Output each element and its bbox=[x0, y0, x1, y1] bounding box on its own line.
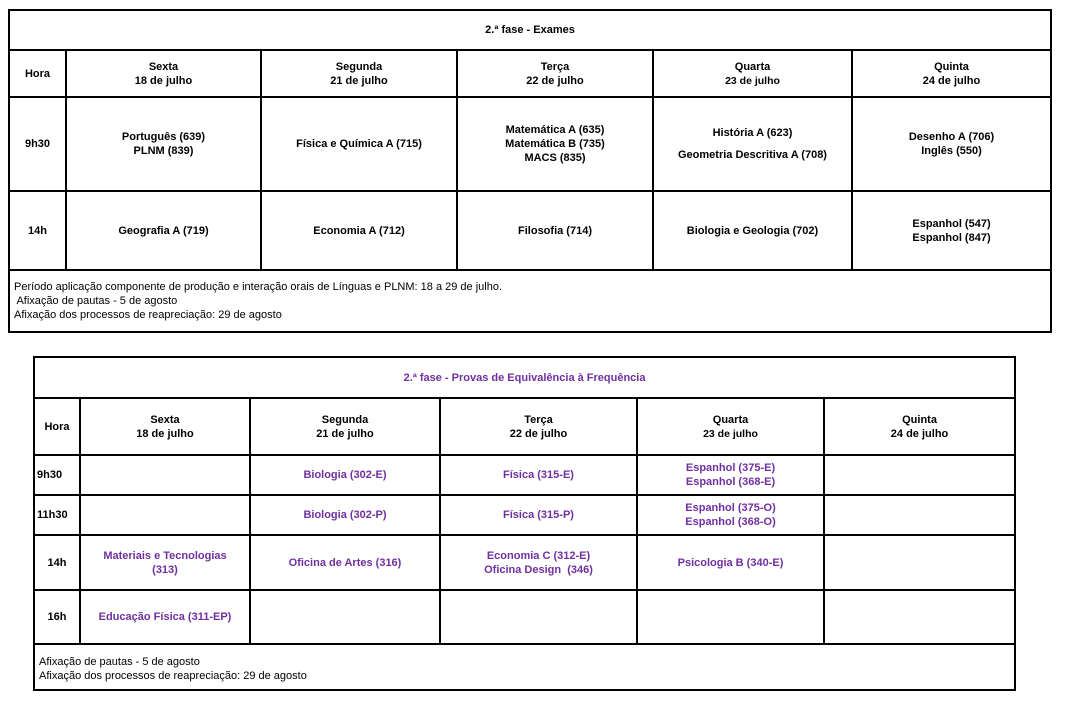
day-header-segunda bbox=[261, 50, 457, 97]
exams-header-row bbox=[9, 50, 1051, 97]
exam-entry: Oficina de Artes (316) bbox=[288, 556, 402, 569]
time-cell: 9h30 bbox=[9, 97, 66, 191]
exam-cell bbox=[66, 191, 261, 270]
time-cell: 16h bbox=[34, 590, 80, 644]
day-name: Sexta bbox=[148, 60, 179, 73]
exam-cell bbox=[80, 455, 250, 495]
exam-cell bbox=[80, 535, 250, 590]
equivalence-table bbox=[33, 356, 1016, 691]
exam-entry: Biologia (302-P) bbox=[303, 509, 387, 521]
day-name: Quarta bbox=[712, 413, 749, 426]
time-cell: 11h30 bbox=[34, 495, 80, 535]
day-header-terca bbox=[457, 50, 653, 97]
equivalence-notes bbox=[34, 644, 1015, 690]
day-name: Sexta bbox=[150, 413, 180, 426]
table-row bbox=[34, 455, 1015, 495]
exam-entry: Economia C (312-E) bbox=[486, 549, 591, 562]
exam-entry: Materiais e Tecnologias bbox=[103, 549, 227, 562]
table-row bbox=[9, 191, 1051, 270]
exam-entry: Espanhol (375-E) bbox=[685, 462, 776, 474]
exam-entry: Biologia (302-E) bbox=[303, 469, 387, 481]
exam-cell bbox=[250, 455, 440, 495]
day-name: Quinta bbox=[902, 413, 937, 426]
exam-entry: Física (315-E) bbox=[503, 469, 574, 481]
exam-cell bbox=[653, 191, 852, 270]
day-name: Terça bbox=[540, 60, 570, 73]
exam-entry: Biologia e Geologia (702) bbox=[686, 224, 819, 237]
exam-entry: Geografia A (719) bbox=[118, 224, 209, 237]
time-cell: 9h30 bbox=[34, 455, 80, 495]
equivalence-header-row bbox=[34, 398, 1015, 455]
day-name: Segunda bbox=[321, 413, 369, 426]
exam-entry: Oficina Design (346) bbox=[484, 563, 593, 576]
exam-entry: Economia A (712) bbox=[313, 224, 405, 237]
spacer bbox=[654, 140, 851, 148]
day-date: 18 de julho bbox=[136, 427, 194, 440]
exam-entry: Espanhol (547) bbox=[912, 217, 991, 230]
day-date: 21 de julho bbox=[316, 427, 374, 440]
day-date: 24 de julho bbox=[890, 427, 949, 440]
note-line: Afixação dos processos de reapreciação: 29 de agosto bbox=[39, 670, 307, 682]
day-date: 18 de julho bbox=[134, 74, 193, 87]
exam-entry: MACS (835) bbox=[524, 152, 586, 164]
day-header-terca bbox=[440, 398, 637, 455]
table-row bbox=[34, 495, 1015, 535]
exam-cell bbox=[261, 191, 457, 270]
day-header-quinta bbox=[824, 398, 1015, 455]
day-header-sexta bbox=[80, 398, 250, 455]
exam-entry: Filosofia (714) bbox=[518, 224, 592, 237]
hora-header: Hora bbox=[34, 398, 80, 455]
exam-cell bbox=[852, 191, 1051, 270]
exam-cell bbox=[250, 590, 440, 644]
exam-cell bbox=[824, 495, 1015, 535]
exam-entry: Inglês (550) bbox=[921, 145, 982, 157]
day-date: 24 de julho bbox=[922, 74, 981, 87]
exam-entry: (313) bbox=[152, 563, 178, 576]
exam-cell bbox=[440, 455, 637, 495]
exam-entry: Geometria Descritiva A (708) bbox=[678, 149, 827, 161]
time-cell: 14h bbox=[34, 535, 80, 590]
exam-entry: Física (315-P) bbox=[503, 509, 574, 521]
day-date: 23 de julho bbox=[703, 427, 758, 440]
exams-notes bbox=[9, 270, 1051, 332]
exam-entry: História A (623) bbox=[712, 127, 793, 139]
table-row bbox=[34, 535, 1015, 590]
exams-table bbox=[8, 9, 1052, 333]
exam-cell bbox=[653, 97, 852, 191]
exam-cell bbox=[250, 535, 440, 590]
hora-header: Hora bbox=[9, 50, 66, 97]
note-line: Afixação dos processos de reapreciação: 29 de agosto bbox=[14, 309, 282, 321]
exam-cell bbox=[824, 590, 1015, 644]
exam-entry: Espanhol (375-O) bbox=[685, 502, 776, 514]
day-header-segunda bbox=[250, 398, 440, 455]
note-line: Afixação de pautas - 5 de agosto bbox=[14, 295, 178, 307]
day-name: Quarta bbox=[734, 60, 771, 73]
exam-entry: PLNM (839) bbox=[133, 145, 194, 157]
exams-title: 2.ª fase - Exames bbox=[9, 10, 1051, 50]
day-date: 21 de julho bbox=[330, 74, 388, 87]
exam-cell bbox=[457, 97, 653, 191]
time-cell: 14h bbox=[9, 191, 66, 270]
note-line: Período aplicação componente de produção e interação orais de Línguas e PLNM: 18 a 29 de julho. bbox=[14, 281, 502, 293]
day-name: Segunda bbox=[335, 60, 383, 73]
note-line: Afixação de pautas - 5 de agosto bbox=[39, 656, 200, 668]
day-header-quinta bbox=[852, 50, 1051, 97]
equivalence-title: 2.ª fase - Provas de Equivalência à Frequência bbox=[34, 357, 1015, 398]
table-row bbox=[9, 97, 1051, 191]
exam-cell bbox=[637, 590, 824, 644]
exam-cell bbox=[824, 455, 1015, 495]
exam-entry: Espanhol (368-E) bbox=[685, 476, 776, 488]
exam-cell bbox=[440, 590, 637, 644]
exam-cell bbox=[824, 535, 1015, 590]
day-date: 22 de julho bbox=[509, 427, 568, 440]
exam-cell bbox=[80, 495, 250, 535]
day-name: Terça bbox=[524, 413, 553, 426]
exam-cell bbox=[261, 97, 457, 191]
exam-entry: Educação Física (311-EP) bbox=[98, 611, 232, 623]
table-row bbox=[34, 590, 1015, 644]
exam-cell bbox=[250, 495, 440, 535]
exam-cell bbox=[66, 97, 261, 191]
day-header-quarta bbox=[637, 398, 824, 455]
exam-entry: Português (639) bbox=[121, 131, 206, 143]
exam-cell bbox=[637, 455, 824, 495]
exam-entry: Espanhol (847) bbox=[912, 231, 991, 244]
exam-cell bbox=[637, 535, 824, 590]
exam-entry: Matemática A (635) bbox=[505, 124, 605, 136]
day-header-sexta bbox=[66, 50, 261, 97]
exam-cell bbox=[457, 191, 653, 270]
exam-entry: Espanhol (368-O) bbox=[685, 516, 776, 528]
exam-entry: Desenho A (706) bbox=[908, 131, 995, 143]
exam-cell bbox=[440, 495, 637, 535]
exam-entry: Matemática B (735) bbox=[505, 138, 605, 150]
day-name: Quinta bbox=[934, 60, 969, 73]
exam-cell bbox=[80, 590, 250, 644]
exam-cell bbox=[440, 535, 637, 590]
exam-cell bbox=[852, 97, 1051, 191]
day-date: 23 de julho bbox=[725, 74, 780, 87]
exam-cell bbox=[637, 495, 824, 535]
exam-entry: Psicologia B (340-E) bbox=[677, 556, 784, 569]
day-header-quarta bbox=[653, 50, 852, 97]
exam-entry: Física e Química A (715) bbox=[296, 138, 422, 150]
day-date: 22 de julho bbox=[526, 74, 584, 87]
